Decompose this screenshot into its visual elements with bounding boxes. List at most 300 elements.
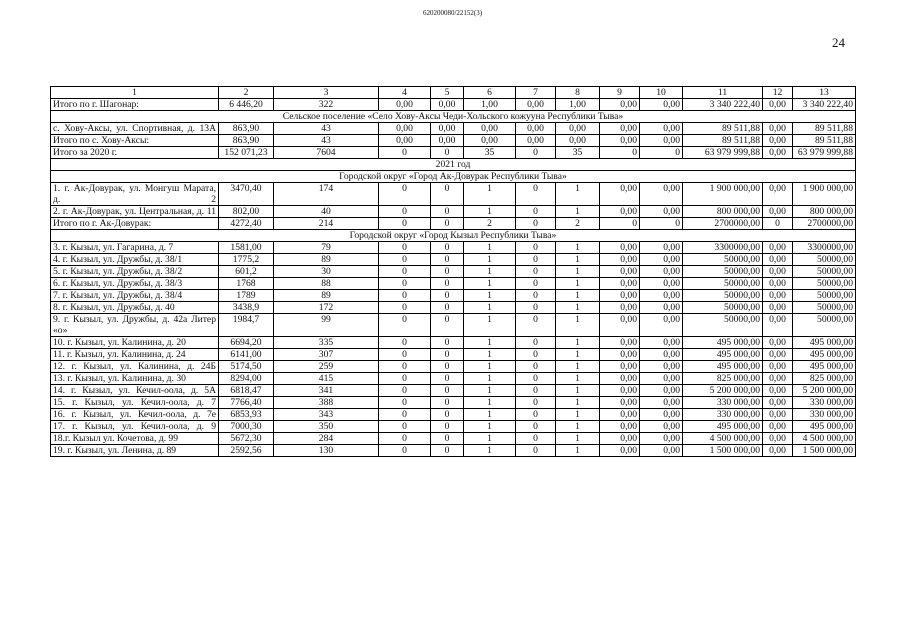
value-cell: 50000,00: [683, 290, 763, 302]
value-cell: 0,00: [640, 361, 683, 373]
value-cell: 0,00: [556, 123, 600, 135]
value-cell: 307: [274, 349, 379, 361]
value-cell: 0: [431, 314, 464, 337]
value-cell: 1: [556, 349, 600, 361]
value-cell: 1: [556, 254, 600, 266]
value-cell: 0,00: [640, 254, 683, 266]
value-cell: 5 200 000,00: [793, 385, 856, 397]
value-cell: 63 979 999,88: [683, 147, 763, 159]
value-cell: 50000,00: [683, 278, 763, 290]
value-cell: 259: [274, 361, 379, 373]
value-cell: 0,00: [600, 266, 640, 278]
value-cell: 0,00: [640, 135, 683, 147]
value-cell: 50000,00: [683, 302, 763, 314]
value-cell: 0,00: [763, 183, 793, 206]
value-cell: 99: [274, 314, 379, 337]
value-cell: 0,00: [431, 99, 464, 111]
value-cell: 0: [379, 314, 431, 337]
value-cell: 89: [274, 254, 379, 266]
table-body: [51, 99, 856, 457]
value-cell: 0,00: [640, 433, 683, 445]
value-cell: 0: [431, 278, 464, 290]
value-cell: 7604: [274, 147, 379, 159]
value-cell: 0,00: [600, 397, 640, 409]
value-cell: 50000,00: [793, 266, 856, 278]
value-cell: 0,00: [763, 290, 793, 302]
address-cell: 13. г. Кызыл, ул. Калинина, д. 30: [51, 373, 219, 385]
table-row: [51, 361, 856, 373]
value-cell: 284: [274, 433, 379, 445]
value-cell: 1: [556, 337, 600, 349]
value-cell: 495 000,00: [793, 337, 856, 349]
table-row: [51, 433, 856, 445]
value-cell: 0: [379, 433, 431, 445]
table-row: [51, 290, 856, 302]
value-cell: 0,00: [556, 135, 600, 147]
value-cell: 1: [464, 266, 516, 278]
address-cell: 16. г. Кызыл, ул. Кечил-оола, д. 7е: [51, 409, 219, 421]
value-cell: 0: [516, 266, 556, 278]
address-cell: 1. г. Ак-Довурак, ул. Монгуш Марата, д. 2: [51, 183, 219, 206]
value-cell: 0,00: [640, 445, 683, 457]
value-cell: 152 071,23: [219, 147, 274, 159]
value-cell: 1: [464, 433, 516, 445]
value-cell: 6818,47: [219, 385, 274, 397]
value-cell: 0,00: [640, 99, 683, 111]
value-cell: 0,00: [640, 302, 683, 314]
value-cell: 43: [274, 123, 379, 135]
header-cell: 5: [431, 87, 464, 99]
value-cell: 2: [464, 218, 516, 230]
value-cell: 6 446,20: [219, 99, 274, 111]
value-cell: 0: [379, 337, 431, 349]
header-cell: 9: [600, 87, 640, 99]
address-cell: 8. г. Кызыл, ул. Дружбы, д. 40: [51, 302, 219, 314]
value-cell: 0,00: [516, 99, 556, 111]
value-cell: 0,00: [640, 421, 683, 433]
value-cell: 0,00: [640, 349, 683, 361]
value-cell: 802,00: [219, 206, 274, 218]
value-cell: 0,00: [600, 302, 640, 314]
section-heading-row: [51, 111, 856, 123]
header-cell: 13: [793, 87, 856, 99]
value-cell: 495 000,00: [683, 421, 763, 433]
value-cell: 0,00: [600, 337, 640, 349]
value-cell: 0,00: [379, 123, 431, 135]
value-cell: 0: [516, 206, 556, 218]
address-cell: 12. г. Кызыл, ул. Калинина, д. 24Б: [51, 361, 219, 373]
value-cell: 0: [431, 361, 464, 373]
value-cell: 0: [640, 147, 683, 159]
value-cell: 0: [431, 445, 464, 457]
value-cell: 0: [516, 314, 556, 337]
value-cell: 0: [516, 445, 556, 457]
value-cell: 863,90: [219, 135, 274, 147]
value-cell: 3438,9: [219, 302, 274, 314]
value-cell: 50000,00: [793, 290, 856, 302]
value-cell: 0,00: [600, 373, 640, 385]
value-cell: 0: [431, 349, 464, 361]
value-cell: 0: [516, 385, 556, 397]
value-cell: 0: [431, 421, 464, 433]
value-cell: 1: [464, 290, 516, 302]
section-heading: Городской округ «Город Ак-Довурак Республики Тыва»: [51, 171, 856, 183]
table-row: [51, 397, 856, 409]
value-cell: 0,00: [763, 266, 793, 278]
table-row: [51, 409, 856, 421]
value-cell: 0,00: [640, 242, 683, 254]
value-cell: 495 000,00: [793, 361, 856, 373]
address-cell: 11. г. Кызыл, ул. Калинина, д. 24: [51, 349, 219, 361]
value-cell: 0: [431, 183, 464, 206]
value-cell: 1: [464, 397, 516, 409]
value-cell: 2592,56: [219, 445, 274, 457]
value-cell: 0,00: [600, 349, 640, 361]
value-cell: 8294,00: [219, 373, 274, 385]
value-cell: 0,00: [640, 183, 683, 206]
value-cell: 0,00: [640, 409, 683, 421]
value-cell: 0: [379, 290, 431, 302]
header-cell: 1: [51, 87, 219, 99]
value-cell: 0: [516, 373, 556, 385]
value-cell: 0,00: [600, 135, 640, 147]
address-cell: 9. г. Кызыл, ул. Дружбы, д. 42а Литер «о»: [51, 314, 219, 337]
address-cell: Итого по г. Ак-Довурак:: [51, 218, 219, 230]
address-cell: с. Хову-Аксы, ул. Спортивная, д. 13А: [51, 123, 219, 135]
address-cell: Итого по г. Шагонар:: [51, 99, 219, 111]
value-cell: 1: [556, 421, 600, 433]
value-cell: 0,00: [763, 242, 793, 254]
value-cell: 0,00: [763, 147, 793, 159]
value-cell: 3470,40: [219, 183, 274, 206]
value-cell: 2700000,00: [683, 218, 763, 230]
value-cell: 0,00: [640, 206, 683, 218]
value-cell: 0,00: [600, 278, 640, 290]
value-cell: 50000,00: [683, 266, 763, 278]
value-cell: 1: [556, 290, 600, 302]
section-heading-row: [51, 230, 856, 242]
value-cell: 1: [556, 183, 600, 206]
value-cell: 0,00: [763, 206, 793, 218]
header-cell: 12: [763, 87, 793, 99]
value-cell: 0,00: [600, 314, 640, 337]
value-cell: 0: [379, 421, 431, 433]
value-cell: 0: [379, 385, 431, 397]
table-row: [51, 206, 856, 218]
table-row: [51, 242, 856, 254]
value-cell: 0: [379, 409, 431, 421]
value-cell: 0: [379, 183, 431, 206]
value-cell: 0,00: [640, 314, 683, 337]
table-row: [51, 373, 856, 385]
value-cell: 0,00: [600, 290, 640, 302]
value-cell: 0: [431, 206, 464, 218]
value-cell: 4272,40: [219, 218, 274, 230]
value-cell: 0,00: [600, 183, 640, 206]
value-cell: 0,00: [431, 135, 464, 147]
value-cell: 35: [464, 147, 516, 159]
value-cell: 0,00: [763, 409, 793, 421]
value-cell: 1: [556, 242, 600, 254]
value-cell: 0: [600, 147, 640, 159]
value-cell: 0: [431, 302, 464, 314]
table-row: [51, 183, 856, 206]
value-cell: 0: [431, 409, 464, 421]
value-cell: 0: [379, 254, 431, 266]
value-cell: 0: [379, 361, 431, 373]
value-cell: 0,00: [600, 242, 640, 254]
value-cell: 0: [516, 242, 556, 254]
value-cell: 0: [516, 337, 556, 349]
value-cell: 40: [274, 206, 379, 218]
value-cell: 0: [431, 385, 464, 397]
value-cell: 0: [516, 218, 556, 230]
value-cell: 0,00: [763, 123, 793, 135]
value-cell: 0: [379, 147, 431, 159]
value-cell: 2700000,00: [793, 218, 856, 230]
value-cell: 50000,00: [793, 314, 856, 337]
value-cell: 1: [464, 409, 516, 421]
value-cell: 3300000,00: [683, 242, 763, 254]
value-cell: 63 979 999,88: [793, 147, 856, 159]
value-cell: 322: [274, 99, 379, 111]
address-cell: Итого за 2020 г.: [51, 147, 219, 159]
table-row: [51, 445, 856, 457]
value-cell: 214: [274, 218, 379, 230]
value-cell: 0: [431, 266, 464, 278]
value-cell: 0: [379, 373, 431, 385]
value-cell: 0,00: [600, 385, 640, 397]
value-cell: 0: [516, 397, 556, 409]
value-cell: 0,00: [464, 123, 516, 135]
value-cell: 43: [274, 135, 379, 147]
value-cell: 1: [556, 361, 600, 373]
value-cell: 0,00: [640, 385, 683, 397]
value-cell: 0: [516, 278, 556, 290]
value-cell: 1: [464, 242, 516, 254]
value-cell: 341: [274, 385, 379, 397]
address-cell: Итого по с. Хову-Аксы:: [51, 135, 219, 147]
value-cell: 1: [556, 445, 600, 457]
value-cell: 335: [274, 337, 379, 349]
value-cell: 825 000,00: [683, 373, 763, 385]
value-cell: 0,00: [431, 123, 464, 135]
value-cell: 0,00: [763, 314, 793, 337]
value-cell: 0: [516, 409, 556, 421]
value-cell: 0,00: [600, 433, 640, 445]
value-cell: 0: [379, 266, 431, 278]
table-row: [51, 135, 856, 147]
address-cell: 2. г. Ак-Довурак, ул. Центральная, д. 11: [51, 206, 219, 218]
value-cell: 0,00: [600, 421, 640, 433]
value-cell: 495 000,00: [683, 337, 763, 349]
value-cell: 5 200 000,00: [683, 385, 763, 397]
value-cell: 0,00: [763, 254, 793, 266]
header-cell: 4: [379, 87, 431, 99]
section-heading: Городской округ «Город Кызыл Республики Тыва»: [51, 230, 856, 242]
header-cell: 7: [516, 87, 556, 99]
table-row: [51, 421, 856, 433]
value-cell: 0,00: [763, 135, 793, 147]
value-cell: 6141,00: [219, 349, 274, 361]
value-cell: 1: [556, 397, 600, 409]
value-cell: 5174,50: [219, 361, 274, 373]
value-cell: 1 500 000,00: [793, 445, 856, 457]
value-cell: 1: [556, 302, 600, 314]
value-cell: 79: [274, 242, 379, 254]
value-cell: 1581,00: [219, 242, 274, 254]
value-cell: 0: [379, 218, 431, 230]
value-cell: 330 000,00: [793, 409, 856, 421]
table-row: [51, 302, 856, 314]
value-cell: 172: [274, 302, 379, 314]
value-cell: 495 000,00: [683, 349, 763, 361]
value-cell: 0,00: [600, 361, 640, 373]
value-cell: 0,00: [763, 421, 793, 433]
address-cell: 17. г. Кызыл, ул. Кечил-оола, д. 9: [51, 421, 219, 433]
value-cell: 330 000,00: [793, 397, 856, 409]
value-cell: 0: [431, 433, 464, 445]
value-cell: 89 511,88: [683, 135, 763, 147]
header-cell: 2: [219, 87, 274, 99]
value-cell: 3 340 222,40: [793, 99, 856, 111]
value-cell: 0,00: [600, 206, 640, 218]
value-cell: 0: [640, 218, 683, 230]
value-cell: 0,00: [763, 385, 793, 397]
value-cell: 0: [379, 206, 431, 218]
value-cell: 0,00: [640, 337, 683, 349]
table-row: [51, 99, 856, 111]
table-row: [51, 123, 856, 135]
value-cell: 1: [556, 314, 600, 337]
value-cell: 0: [431, 147, 464, 159]
value-cell: 30: [274, 266, 379, 278]
value-cell: 0: [431, 218, 464, 230]
value-cell: 863,90: [219, 123, 274, 135]
address-cell: 14. г. Кызыл, ул. Кечил-оола, д. 5А: [51, 385, 219, 397]
value-cell: 0,00: [640, 278, 683, 290]
value-cell: 1768: [219, 278, 274, 290]
value-cell: 5672,30: [219, 433, 274, 445]
header-cell: 3: [274, 87, 379, 99]
value-cell: 0: [379, 302, 431, 314]
header-cell: 10: [640, 87, 683, 99]
header-cell: 6: [464, 87, 516, 99]
value-cell: 0,00: [379, 99, 431, 111]
value-cell: 0,00: [379, 135, 431, 147]
value-cell: 1 900 000,00: [793, 183, 856, 206]
header-cell: 11: [683, 87, 763, 99]
value-cell: 330 000,00: [683, 409, 763, 421]
value-cell: 1: [464, 314, 516, 337]
value-cell: 0: [431, 373, 464, 385]
value-cell: 1: [556, 433, 600, 445]
column-number-row: [51, 87, 856, 99]
value-cell: 0: [431, 337, 464, 349]
value-cell: 0,00: [763, 349, 793, 361]
value-cell: 1775,2: [219, 254, 274, 266]
value-cell: 0,00: [600, 445, 640, 457]
address-cell: 19. г. Кызыл, ул. Ленина, д. 89: [51, 445, 219, 457]
value-cell: 89 511,88: [793, 123, 856, 135]
table-row: [51, 278, 856, 290]
table-row: [51, 266, 856, 278]
value-cell: 0,00: [763, 302, 793, 314]
section-heading: 2021 год: [51, 159, 856, 171]
address-cell: 10. г. Кызыл, ул. Калинина, д. 20: [51, 337, 219, 349]
value-cell: 0: [516, 290, 556, 302]
value-cell: 1: [464, 421, 516, 433]
value-cell: 800 000,00: [683, 206, 763, 218]
value-cell: 0: [516, 361, 556, 373]
value-cell: 0: [431, 242, 464, 254]
value-cell: 0: [516, 421, 556, 433]
value-cell: 130: [274, 445, 379, 457]
value-cell: 0,00: [516, 123, 556, 135]
value-cell: 35: [556, 147, 600, 159]
value-cell: 0: [379, 278, 431, 290]
value-cell: 0: [600, 218, 640, 230]
housing-program-table: [50, 86, 856, 457]
value-cell: 601,2: [219, 266, 274, 278]
value-cell: 388: [274, 397, 379, 409]
table-row: [51, 337, 856, 349]
value-cell: 50000,00: [793, 302, 856, 314]
table-row: [51, 385, 856, 397]
address-cell: 7. г. Кызыл, ул. Дружбы, д. 38/4: [51, 290, 219, 302]
value-cell: 0,00: [763, 99, 793, 111]
value-cell: 0: [516, 183, 556, 206]
value-cell: 1,00: [556, 99, 600, 111]
value-cell: 1: [464, 373, 516, 385]
table-row: [51, 254, 856, 266]
value-cell: 1: [556, 266, 600, 278]
value-cell: 495 000,00: [793, 349, 856, 361]
value-cell: 0,00: [640, 397, 683, 409]
value-cell: 1: [556, 206, 600, 218]
value-cell: 0: [431, 254, 464, 266]
value-cell: 0,00: [600, 409, 640, 421]
value-cell: 89 511,88: [683, 123, 763, 135]
value-cell: 1 900 000,00: [683, 183, 763, 206]
value-cell: 0,00: [763, 397, 793, 409]
value-cell: 0: [379, 445, 431, 457]
value-cell: 0: [516, 433, 556, 445]
value-cell: 0: [379, 397, 431, 409]
address-cell: 18.г. Кызыл ул. Кочетова, д. 99: [51, 433, 219, 445]
value-cell: 1: [464, 445, 516, 457]
section-heading-row: [51, 159, 856, 171]
value-cell: 350: [274, 421, 379, 433]
section-heading-row: [51, 171, 856, 183]
value-cell: 0,00: [640, 123, 683, 135]
value-cell: 1: [464, 349, 516, 361]
value-cell: 343: [274, 409, 379, 421]
value-cell: 50000,00: [683, 314, 763, 337]
value-cell: 330 000,00: [683, 397, 763, 409]
address-cell: 6. г. Кызыл, ул. Дружбы, д. 38/3: [51, 278, 219, 290]
value-cell: 0,00: [516, 135, 556, 147]
page-number: 24: [832, 35, 845, 50]
value-cell: 0,00: [763, 361, 793, 373]
value-cell: 7766,40: [219, 397, 274, 409]
value-cell: 1: [464, 254, 516, 266]
value-cell: 0,00: [600, 123, 640, 135]
value-cell: 2: [556, 218, 600, 230]
value-cell: 0: [516, 349, 556, 361]
value-cell: 0,00: [763, 278, 793, 290]
value-cell: 1: [464, 361, 516, 373]
